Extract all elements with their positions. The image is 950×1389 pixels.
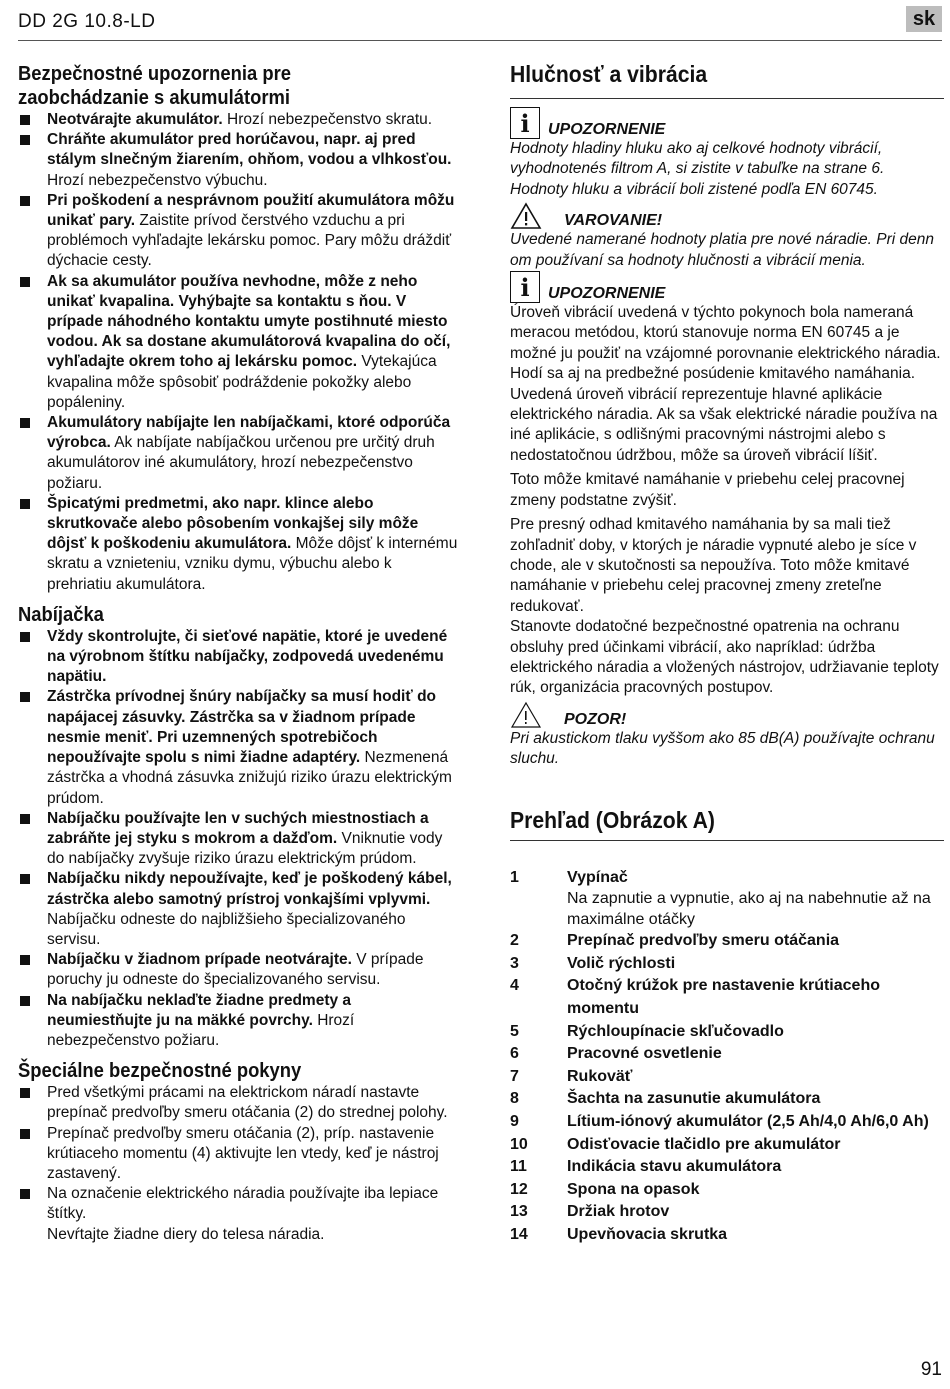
battery-safety-list bbox=[18, 110, 458, 595]
overview-item-label: Držiak hrotov bbox=[567, 1203, 670, 1221]
overview-item-label: Lítium-iónový akumulátor (2,5 Ah/4,0 Ah/6,0 Ah) bbox=[567, 1112, 929, 1130]
caution-label: POZOR! bbox=[564, 710, 627, 728]
overview-item-label: Prepínač predvoľby smeru otáčania bbox=[567, 932, 840, 950]
vibration-paragraph-3: Pre presný odhad kmitavého namáhania by sa mali tiež zohľadniť doby, v ktorých je náradie vypnuté alebo je síce v chode, ale v skutočnosti sa nepoužíva. Toto môže kmitavé namáhanie v priebehu celej pracovnej zmeny zreteľne redukovať. bbox=[510, 516, 917, 615]
notice-2-label: UPOZORNENIE bbox=[548, 285, 666, 303]
notice-1 bbox=[510, 107, 944, 139]
overview-item bbox=[510, 930, 944, 953]
notice-1-label: UPOZORNENIE bbox=[548, 121, 666, 138]
overview-item-number: 10 bbox=[510, 1135, 528, 1153]
noise-heading-rule bbox=[510, 98, 944, 99]
list-item-text: Nezmenená zástrčka a vhodná zásuvka znižujú riziko úrazu elektrickým prúdom. bbox=[47, 749, 452, 807]
special-safety-note: Nevŕtajte žiadne diery do telesa náradia. bbox=[47, 1225, 325, 1243]
list-item bbox=[18, 494, 458, 595]
caution-triangle-icon bbox=[510, 701, 542, 729]
warning-triangle-icon bbox=[510, 202, 542, 230]
list-item bbox=[18, 627, 458, 688]
list-item-bold: Na nabíjačku neklaďte žiadne predmety a neumiestňujte ju na mäkké povrchy. bbox=[47, 991, 352, 1029]
page-number: 91 bbox=[920, 1359, 942, 1380]
overview-item bbox=[510, 1224, 944, 1247]
overview-item-label: Pracovné osvetlenie bbox=[567, 1045, 722, 1063]
list-item-bold: Ak sa akumulátor používa nevhodne, môže z neho unikať kvapalina. Vyhýbajte sa kontaktu s ňou. V prípade náhodného kontaktu umyte postihnuté miesto vodou. Ak sa dostane akumulátorová kvapalina do očí, vyhľadajte okrem toho aj lekársku pomoc. bbox=[47, 272, 451, 371]
info-icon: i bbox=[510, 271, 540, 303]
overview-heading: Prehľad (Obrázok A) bbox=[510, 806, 715, 833]
overview-item bbox=[510, 1179, 944, 1202]
charger-heading: Nabíjačka bbox=[18, 603, 104, 626]
header-rule bbox=[18, 40, 942, 41]
overview-item-label: Vypínač bbox=[567, 868, 628, 886]
list-item bbox=[18, 1083, 458, 1123]
overview-item bbox=[510, 1111, 944, 1134]
overview-list bbox=[510, 867, 944, 1247]
overview-item-number: 6 bbox=[510, 1045, 519, 1063]
list-item-text: Môže dôjsť k internému skratu a vznieteniu, vzniku dymu, výbuchu alebo k prehriatiu akumulátora. bbox=[47, 535, 458, 593]
list-item-text: Hrozí nebezpečenstvo výbuchu. bbox=[47, 171, 268, 189]
overview-item-label: Volič rýchlosti bbox=[567, 954, 676, 972]
list-item bbox=[18, 991, 458, 1052]
list-item-text: Vytekajúca kvapalina môže spôsobiť podráždenie pokožky alebo popáleniny. bbox=[47, 353, 437, 411]
list-item bbox=[18, 110, 458, 130]
overview-item-number: 12 bbox=[510, 1180, 528, 1198]
list-item-bold: Zástrčka prívodnej šnúry nabíjačky sa musí hodiť do napájacej zásuvky. Zástrčka sa v žiadnom prípade nesmie meniť. Pri uzemnených spotrebičoch nepoužívajte spolu s nimi žiadne adaptéry. bbox=[47, 688, 437, 767]
vibration-paragraph-1: Úroveň vibrácií uvedená v týchto pokynoch bola nameraná meracou metódou, ktorú stanovuje norma EN 60745 a je možné ju použiť na vzájomné porovnanie elektrického náradia. Hodí sa aj na predbežné posúdenie kmitavého namáhania. Uvedená úroveň vibrácií reprezentuje hlavné aplikácie elektrického náradia. Ak sa však elektrické náradie používa na iné aplikácie, s odlišnými pracovnými nástrojmi alebo s nedostatočnou údržbou, môže sa úroveň vibrácií líšiť. bbox=[510, 304, 941, 464]
list-item-bold: Akumulátory nabíjajte len nabíjačkami, ktoré odporúča výrobca. bbox=[47, 414, 451, 452]
list-item bbox=[18, 272, 458, 413]
overview-item-number: 13 bbox=[510, 1203, 528, 1221]
overview-item-label: Otočný krúžok pre nastavenie krútiaceho momentu bbox=[567, 977, 880, 1017]
special-safety-list bbox=[18, 1083, 458, 1224]
left-column bbox=[18, 62, 458, 1245]
overview-item-number: 3 bbox=[510, 954, 519, 972]
list-item-text: Prepínač predvoľby smeru otáčania (2), príp. nastavenie krútiaceho momentu (4) aktivujte len vtedy, keď je nástroj zastavený. bbox=[47, 1124, 439, 1182]
notice-1-text: Hodnoty hladiny hluku ako aj celkové hodnoty vibrácií, vyhodnotenés filtrom A, si zistite v tabuľke na strane 6. Hodnoty hluku a vibrácií boli zistené podľa EN 60745. bbox=[510, 140, 885, 198]
right-column bbox=[510, 60, 944, 1246]
vibration-paragraph-2: Toto môže kmitavé namáhanie v priebehu celej pracovnej zmeny podstatne zvýšiť. bbox=[510, 471, 905, 509]
list-item-text: Hrozí nebezpečenstvo požiaru. bbox=[47, 1011, 355, 1049]
overview-item-number: 7 bbox=[510, 1067, 519, 1085]
overview-item-number: 5 bbox=[510, 1022, 519, 1040]
overview-item bbox=[510, 1043, 944, 1066]
list-item bbox=[18, 130, 458, 191]
notice-2 bbox=[510, 271, 944, 303]
overview-item-number: 14 bbox=[510, 1225, 528, 1243]
overview-item-label: Rukoväť bbox=[567, 1067, 633, 1085]
overview-item bbox=[510, 1134, 944, 1157]
list-item bbox=[18, 1184, 458, 1224]
overview-item-number: 4 bbox=[510, 977, 519, 995]
overview-item-label: Odisťovacie tlačidlo pre akumulátor bbox=[567, 1135, 841, 1153]
list-item bbox=[18, 809, 458, 870]
list-item-bold: Špicatými predmetmi, ako napr. klince alebo skrutkovače alebo pôsobením vonkajšej sily môže dôjsť k poškodeniu akumulátora. bbox=[47, 494, 419, 553]
warning-label: VAROVANIE! bbox=[564, 212, 663, 230]
overview-item bbox=[510, 1201, 944, 1224]
list-item-bold: Chráňte akumulátor pred horúčavou, napr. aj pred stálym slnečným žiarením, ohňom, vodou a vlhkosťou. bbox=[47, 131, 452, 169]
overview-item bbox=[510, 953, 944, 976]
overview-item-number: 11 bbox=[510, 1158, 527, 1176]
list-item-text: Na označenie elektrického náradia používajte iba lepiace štítky. bbox=[47, 1185, 439, 1223]
vibration-paragraph-4: Stanovte dodatočné bezpečnostné opatrenia na ochranu obsluhy pred účinkami vibrácií, ako napríklad: údržba elektrického náradia a vložených nástrojov, udržiavanie teploty rúk, organizácia pracovných postupov. bbox=[510, 618, 939, 697]
language-badge: sk bbox=[906, 6, 942, 32]
battery-safety-heading: Bezpečnostné upozornenia pre zaobchádzanie s akumulátormi bbox=[18, 63, 291, 109]
overview-item-label: Indikácia stavu akumulátora bbox=[567, 1158, 782, 1176]
list-item bbox=[18, 191, 458, 272]
overview-item bbox=[510, 867, 944, 890]
list-item-text: Ak nabíjate nabíjačkou určenou pre určitý druh akumulátorov iné akumulátory, hrozí nebezpečenstvo požiaru. bbox=[47, 434, 435, 492]
overview-item-number: 9 bbox=[510, 1112, 519, 1130]
overview-item-number: 2 bbox=[510, 932, 519, 950]
list-item-text: Pred všetkými prácami na elektrickom náradí nastavte prepínač predvoľby smeru otáčania (2) do strednej polohy. bbox=[47, 1084, 448, 1122]
overview-item-description: Na zapnutie a vypnutie, ako aj na nabehnutie až na maximálne otáčky bbox=[567, 890, 931, 928]
list-item-bold: Nabíjačku nikdy nepoužívajte, keď je poškodený kábel, zástrčka alebo samotný prístroj vonkajšími vplyvmi. bbox=[47, 870, 452, 908]
overview-item-label: Rýchloupínacie skľučovadlo bbox=[567, 1022, 784, 1040]
overview-item-label: Spona na opasok bbox=[567, 1180, 700, 1198]
list-item bbox=[18, 687, 458, 808]
overview-item-label: Upevňovacia skrutka bbox=[567, 1225, 728, 1243]
list-item-bold: Vždy skontrolujte, či sieťové napätie, ktoré je uvedené na výrobnom štítku nabíjačky, zodpovedá uvedenému napätiu. bbox=[47, 627, 448, 686]
overview-item bbox=[510, 1021, 944, 1044]
list-item bbox=[18, 413, 458, 494]
list-item-text: V prípade poruchy ju odneste do špecializovaného servisu. bbox=[47, 951, 424, 989]
list-item bbox=[18, 1124, 458, 1185]
list-item-bold: Pri poškodení a nesprávnom použití akumulátora môžu unikať pary. bbox=[47, 191, 455, 230]
list-item-text: Hrozí nebezpečenstvo skratu. bbox=[222, 111, 433, 128]
overview-item bbox=[510, 1088, 944, 1111]
overview-item-label: Šachta na zasunutie akumulátora bbox=[567, 1090, 821, 1108]
warning-text: Uvedené namerané hodnoty platia pre nové náradie. Pri denn om používaní sa hodnoty hlučnosti a vibrácií menia. bbox=[510, 231, 934, 269]
overview-item bbox=[510, 1066, 944, 1089]
list-item bbox=[18, 950, 458, 990]
overview-item-number: 1 bbox=[510, 868, 519, 886]
special-safety-heading: Špeciálne bezpečnostné pokyny bbox=[18, 1060, 302, 1083]
list-item bbox=[18, 869, 458, 950]
list-item-bold: Nabíjačku v žiadnom prípade neotvárajte. bbox=[47, 951, 352, 969]
overview-item bbox=[510, 1156, 944, 1179]
caution bbox=[510, 701, 944, 729]
overview-heading-rule bbox=[510, 840, 944, 841]
info-icon: i bbox=[510, 107, 540, 139]
warning bbox=[510, 202, 944, 230]
caution-text: Pri akustickom tlaku vyššom ako 85 dB(A) používajte ochranu sluchu. bbox=[510, 729, 935, 768]
list-item-bold: Nabíjačku používajte len v suchých miestnostiach a zabráňte jej styku s mokrom a dažďom. bbox=[47, 809, 429, 847]
list-item-text: Nabíjačku odneste do najbližšieho špecializovaného servisu. bbox=[47, 910, 406, 948]
list-item-text: Vniknutie vody do nabíjačky zvyšuje riziko úrazu elektrickým prúdom. bbox=[47, 829, 443, 868]
overview-item bbox=[510, 975, 944, 1020]
list-item-bold: Neotvárajte akumulátor. bbox=[47, 111, 223, 128]
overview-item-number: 8 bbox=[510, 1090, 519, 1108]
noise-vibration-heading: Hlučnosť a vibrácia bbox=[510, 61, 708, 87]
charger-list bbox=[18, 627, 458, 1051]
header-model: DD 2G 10.8-LD bbox=[18, 11, 156, 32]
list-item-text: Zaistite prívod čerstvého vzduchu a pri problémoch vyhľadajte lekársku pomoc. Pary môžu dráždiť dýchacie cesty. bbox=[47, 212, 452, 270]
